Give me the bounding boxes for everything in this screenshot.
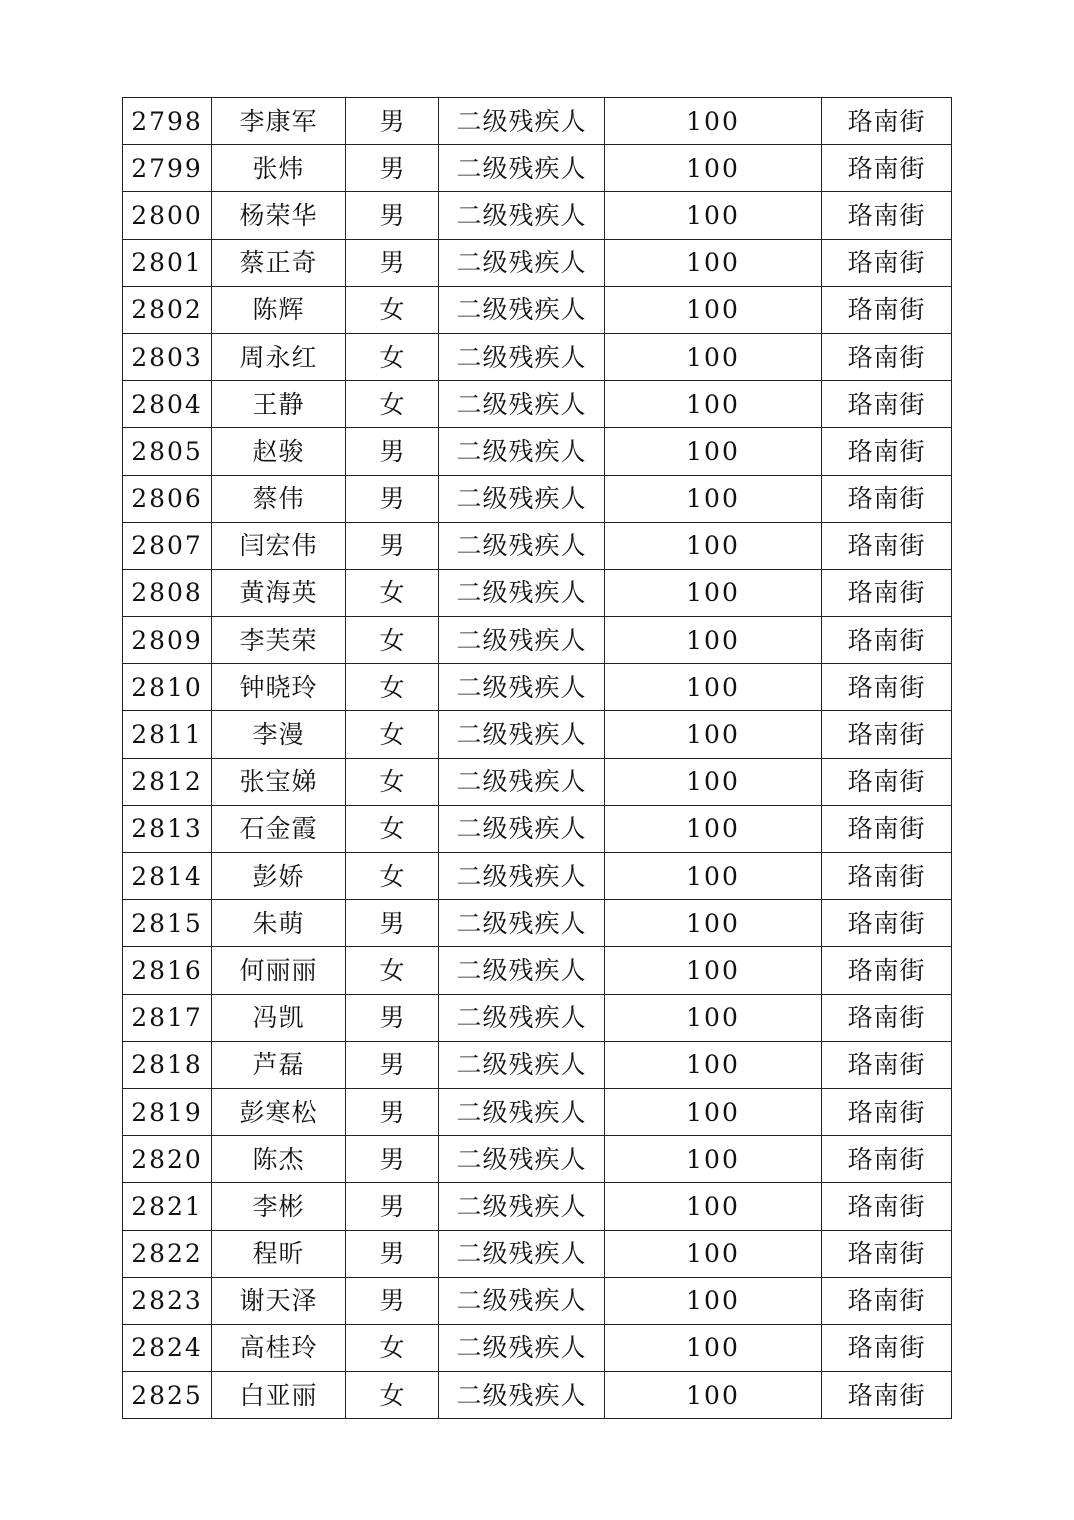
gender-cell: 女 xyxy=(346,286,439,333)
street-cell: 珞南街 xyxy=(822,145,952,192)
disability-level-cell: 二级残疾人 xyxy=(439,1324,605,1371)
disability-level-cell: 二级残疾人 xyxy=(439,1088,605,1135)
serial-number-cell: 2823 xyxy=(123,1277,212,1324)
street-cell: 珞南街 xyxy=(822,428,952,475)
amount-cell: 100 xyxy=(605,145,822,192)
name-cell: 高桂玲 xyxy=(212,1324,346,1371)
gender-cell: 女 xyxy=(346,1372,439,1419)
amount-cell: 100 xyxy=(605,664,822,711)
serial-number-cell: 2813 xyxy=(123,805,212,852)
name-cell: 蔡伟 xyxy=(212,475,346,522)
name-cell: 彭寒松 xyxy=(212,1088,346,1135)
disability-level-cell: 二级残疾人 xyxy=(439,1183,605,1230)
disability-level-cell: 二级残疾人 xyxy=(439,805,605,852)
amount-cell: 100 xyxy=(605,522,822,569)
gender-cell: 男 xyxy=(346,1277,439,1324)
street-cell: 珞南街 xyxy=(822,947,952,994)
amount-cell: 100 xyxy=(605,1372,822,1419)
disability-level-cell: 二级残疾人 xyxy=(439,239,605,286)
gender-cell: 女 xyxy=(346,711,439,758)
disability-level-cell: 二级残疾人 xyxy=(439,1372,605,1419)
name-cell: 李彬 xyxy=(212,1183,346,1230)
disability-level-cell: 二级残疾人 xyxy=(439,381,605,428)
name-cell: 周永红 xyxy=(212,333,346,380)
serial-number-cell: 2820 xyxy=(123,1136,212,1183)
disability-level-cell: 二级残疾人 xyxy=(439,900,605,947)
disability-level-cell: 二级残疾人 xyxy=(439,475,605,522)
serial-number-cell: 2808 xyxy=(123,569,212,616)
roster-body xyxy=(123,98,952,1419)
name-cell: 李芙荣 xyxy=(212,617,346,664)
amount-cell: 100 xyxy=(605,947,822,994)
street-cell: 珞南街 xyxy=(822,994,952,1041)
disability-level-cell: 二级残疾人 xyxy=(439,947,605,994)
street-cell: 珞南街 xyxy=(822,475,952,522)
gender-cell: 男 xyxy=(346,1136,439,1183)
street-cell: 珞南街 xyxy=(822,522,952,569)
amount-cell: 100 xyxy=(605,711,822,758)
table-row xyxy=(123,664,952,711)
serial-number-cell: 2818 xyxy=(123,1041,212,1088)
table-row xyxy=(123,239,952,286)
gender-cell: 男 xyxy=(346,1088,439,1135)
name-cell: 闫宏伟 xyxy=(212,522,346,569)
gender-cell: 女 xyxy=(346,805,439,852)
name-cell: 李漫 xyxy=(212,711,346,758)
disability-level-cell: 二级残疾人 xyxy=(439,994,605,1041)
name-cell: 谢天泽 xyxy=(212,1277,346,1324)
table-row xyxy=(123,1372,952,1419)
table-row xyxy=(123,1230,952,1277)
serial-number-cell: 2824 xyxy=(123,1324,212,1371)
gender-cell: 女 xyxy=(346,617,439,664)
serial-number-cell: 2799 xyxy=(123,145,212,192)
disability-level-cell: 二级残疾人 xyxy=(439,711,605,758)
amount-cell: 100 xyxy=(605,1041,822,1088)
table-row xyxy=(123,947,952,994)
serial-number-cell: 2807 xyxy=(123,522,212,569)
disability-level-cell: 二级残疾人 xyxy=(439,758,605,805)
serial-number-cell: 2810 xyxy=(123,664,212,711)
table-row xyxy=(123,286,952,333)
disability-level-cell: 二级残疾人 xyxy=(439,664,605,711)
serial-number-cell: 2812 xyxy=(123,758,212,805)
disability-level-cell: 二级残疾人 xyxy=(439,286,605,333)
amount-cell: 100 xyxy=(605,853,822,900)
serial-number-cell: 2801 xyxy=(123,239,212,286)
name-cell: 白亚丽 xyxy=(212,1372,346,1419)
name-cell: 陈杰 xyxy=(212,1136,346,1183)
serial-number-cell: 2806 xyxy=(123,475,212,522)
disability-level-cell: 二级残疾人 xyxy=(439,145,605,192)
table-row xyxy=(123,333,952,380)
table-row xyxy=(123,569,952,616)
table-row xyxy=(123,617,952,664)
disability-level-cell: 二级残疾人 xyxy=(439,1136,605,1183)
serial-number-cell: 2815 xyxy=(123,900,212,947)
gender-cell: 女 xyxy=(346,758,439,805)
table-row xyxy=(123,1136,952,1183)
serial-number-cell: 2809 xyxy=(123,617,212,664)
serial-number-cell: 2814 xyxy=(123,853,212,900)
street-cell: 珞南街 xyxy=(822,1088,952,1135)
street-cell: 珞南街 xyxy=(822,1136,952,1183)
gender-cell: 男 xyxy=(346,522,439,569)
gender-cell: 女 xyxy=(346,333,439,380)
table-row xyxy=(123,475,952,522)
name-cell: 程昕 xyxy=(212,1230,346,1277)
table-row xyxy=(123,192,952,239)
street-cell: 珞南街 xyxy=(822,805,952,852)
street-cell: 珞南街 xyxy=(822,239,952,286)
name-cell: 赵骏 xyxy=(212,428,346,475)
gender-cell: 男 xyxy=(346,994,439,1041)
disability-level-cell: 二级残疾人 xyxy=(439,853,605,900)
gender-cell: 男 xyxy=(346,98,439,145)
serial-number-cell: 2798 xyxy=(123,98,212,145)
street-cell: 珞南街 xyxy=(822,1041,952,1088)
name-cell: 黄海英 xyxy=(212,569,346,616)
serial-number-cell: 2822 xyxy=(123,1230,212,1277)
table-row xyxy=(123,853,952,900)
table-row xyxy=(123,522,952,569)
gender-cell: 女 xyxy=(346,1324,439,1371)
name-cell: 彭娇 xyxy=(212,853,346,900)
street-cell: 珞南街 xyxy=(822,1324,952,1371)
serial-number-cell: 2802 xyxy=(123,286,212,333)
disability-level-cell: 二级残疾人 xyxy=(439,192,605,239)
amount-cell: 100 xyxy=(605,1324,822,1371)
gender-cell: 女 xyxy=(346,664,439,711)
serial-number-cell: 2811 xyxy=(123,711,212,758)
name-cell: 冯凯 xyxy=(212,994,346,1041)
gender-cell: 女 xyxy=(346,569,439,616)
gender-cell: 男 xyxy=(346,1183,439,1230)
roster-table xyxy=(122,97,952,1419)
street-cell: 珞南街 xyxy=(822,664,952,711)
amount-cell: 100 xyxy=(605,805,822,852)
serial-number-cell: 2804 xyxy=(123,381,212,428)
table-row xyxy=(123,98,952,145)
disability-level-cell: 二级残疾人 xyxy=(439,1041,605,1088)
street-cell: 珞南街 xyxy=(822,1230,952,1277)
street-cell: 珞南街 xyxy=(822,1372,952,1419)
name-cell: 石金霞 xyxy=(212,805,346,852)
amount-cell: 100 xyxy=(605,239,822,286)
name-cell: 蔡正奇 xyxy=(212,239,346,286)
street-cell: 珞南街 xyxy=(822,1277,952,1324)
street-cell: 珞南街 xyxy=(822,286,952,333)
street-cell: 珞南街 xyxy=(822,569,952,616)
name-cell: 张宝娣 xyxy=(212,758,346,805)
table-row xyxy=(123,805,952,852)
amount-cell: 100 xyxy=(605,286,822,333)
disability-level-cell: 二级残疾人 xyxy=(439,569,605,616)
street-cell: 珞南街 xyxy=(822,192,952,239)
amount-cell: 100 xyxy=(605,569,822,616)
table-row xyxy=(123,381,952,428)
amount-cell: 100 xyxy=(605,98,822,145)
amount-cell: 100 xyxy=(605,475,822,522)
street-cell: 珞南街 xyxy=(822,98,952,145)
disability-level-cell: 二级残疾人 xyxy=(439,1277,605,1324)
name-cell: 张炜 xyxy=(212,145,346,192)
gender-cell: 男 xyxy=(346,428,439,475)
gender-cell: 男 xyxy=(346,1041,439,1088)
amount-cell: 100 xyxy=(605,900,822,947)
table-row xyxy=(123,994,952,1041)
gender-cell: 女 xyxy=(346,381,439,428)
disability-level-cell: 二级残疾人 xyxy=(439,1230,605,1277)
table-row xyxy=(123,1088,952,1135)
serial-number-cell: 2821 xyxy=(123,1183,212,1230)
serial-number-cell: 2825 xyxy=(123,1372,212,1419)
amount-cell: 100 xyxy=(605,617,822,664)
street-cell: 珞南街 xyxy=(822,617,952,664)
gender-cell: 男 xyxy=(346,1230,439,1277)
table-row xyxy=(123,1324,952,1371)
street-cell: 珞南街 xyxy=(822,333,952,380)
name-cell: 芦磊 xyxy=(212,1041,346,1088)
amount-cell: 100 xyxy=(605,381,822,428)
table-row xyxy=(123,428,952,475)
gender-cell: 女 xyxy=(346,947,439,994)
table-row xyxy=(123,711,952,758)
amount-cell: 100 xyxy=(605,333,822,380)
amount-cell: 100 xyxy=(605,1183,822,1230)
street-cell: 珞南街 xyxy=(822,1183,952,1230)
serial-number-cell: 2805 xyxy=(123,428,212,475)
table-row xyxy=(123,145,952,192)
disability-level-cell: 二级残疾人 xyxy=(439,98,605,145)
serial-number-cell: 2819 xyxy=(123,1088,212,1135)
table-row xyxy=(123,1277,952,1324)
amount-cell: 100 xyxy=(605,1230,822,1277)
amount-cell: 100 xyxy=(605,1136,822,1183)
street-cell: 珞南街 xyxy=(822,900,952,947)
disability-level-cell: 二级残疾人 xyxy=(439,617,605,664)
name-cell: 朱萌 xyxy=(212,900,346,947)
street-cell: 珞南街 xyxy=(822,853,952,900)
street-cell: 珞南街 xyxy=(822,711,952,758)
disability-level-cell: 二级残疾人 xyxy=(439,333,605,380)
amount-cell: 100 xyxy=(605,1088,822,1135)
amount-cell: 100 xyxy=(605,994,822,1041)
serial-number-cell: 2816 xyxy=(123,947,212,994)
gender-cell: 男 xyxy=(346,145,439,192)
serial-number-cell: 2800 xyxy=(123,192,212,239)
gender-cell: 女 xyxy=(346,853,439,900)
street-cell: 珞南街 xyxy=(822,758,952,805)
gender-cell: 男 xyxy=(346,900,439,947)
table-row xyxy=(123,758,952,805)
serial-number-cell: 2803 xyxy=(123,333,212,380)
gender-cell: 男 xyxy=(346,475,439,522)
street-cell: 珞南街 xyxy=(822,381,952,428)
table-row xyxy=(123,1183,952,1230)
name-cell: 李康军 xyxy=(212,98,346,145)
gender-cell: 男 xyxy=(346,192,439,239)
name-cell: 王静 xyxy=(212,381,346,428)
amount-cell: 100 xyxy=(605,1277,822,1324)
serial-number-cell: 2817 xyxy=(123,994,212,1041)
amount-cell: 100 xyxy=(605,192,822,239)
disability-level-cell: 二级残疾人 xyxy=(439,428,605,475)
name-cell: 钟晓玲 xyxy=(212,664,346,711)
name-cell: 何丽丽 xyxy=(212,947,346,994)
table-row xyxy=(123,900,952,947)
table-row xyxy=(123,1041,952,1088)
gender-cell: 男 xyxy=(346,239,439,286)
name-cell: 陈辉 xyxy=(212,286,346,333)
amount-cell: 100 xyxy=(605,758,822,805)
amount-cell: 100 xyxy=(605,428,822,475)
name-cell: 杨荣华 xyxy=(212,192,346,239)
disability-level-cell: 二级残疾人 xyxy=(439,522,605,569)
